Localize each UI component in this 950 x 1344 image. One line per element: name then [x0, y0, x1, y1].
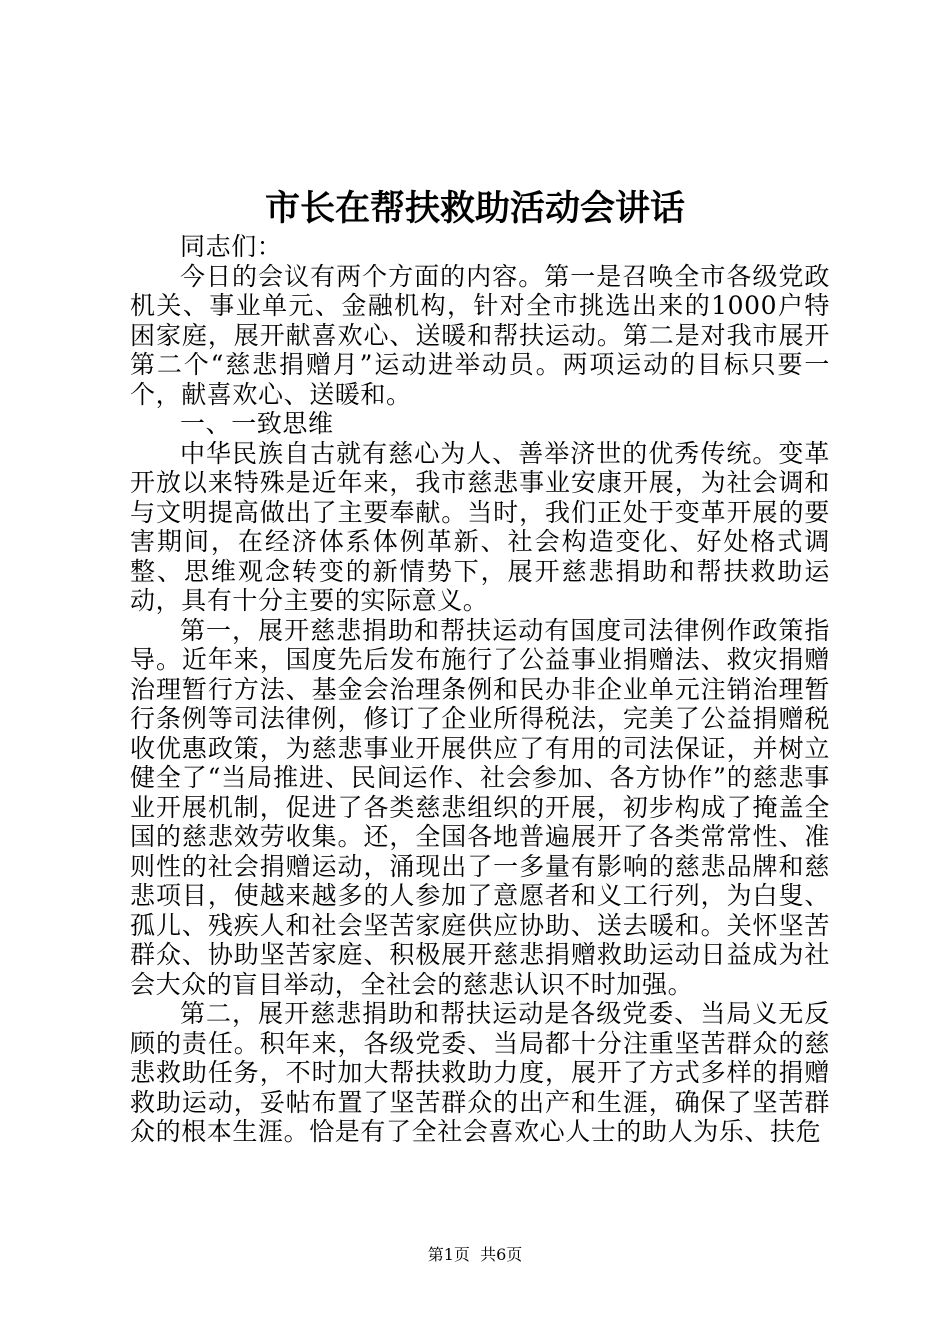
document-body	[130, 232, 830, 1147]
paragraph-point-1: 第一，展开慈悲捐助和帮扶运动有国度司法律例作政策指导。近年来，国度先后发布施行了公益事业捐赠法、救灾捐赠治理暂行方法、基金会治理条例和民办非企业单元注销治理暂行条例等司法律例，修订了企业所得税法，完美了公益捐赠税收优惠政策，为慈悲事业开展供应了有用的司法保证，并树立健全了“当局推进、民间运作、社会参加、各方协作”的慈悲事业开展机制，促进了各类慈悲组织的开展，初步构成了掩盖全国的慈悲效劳收集。还，全国各地普遍展开了各类常常性、准则性的社会捐赠运动，涌现出了一多量有影响的慈悲品牌和慈悲项目，使越来越多的人参加了意愿者和义工行列，为白叟、孤儿、残疾人和社会坚苦家庭供应协助、送去暖和。关怀坚苦群众、协助坚苦家庭、积极展开慈悲捐赠救助运动日益成为社会大众的盲目举动，全社会的慈悲认识不时加强。	[130, 615, 830, 999]
paragraph-salutation: 同志们：	[180, 232, 283, 261]
paragraph-point-2: 第二，展开慈悲捐助和帮扶运动是各级党委、当局义无反顾的责任。积年来，各级党委、当局都十分注重坚苦群众的慈悲救助任务，不时加大帮扶救助力度，展开了方式多样的捐赠救助运动，妥帖布置了坚苦群众的出产和生涯，确保了坚苦群众的根本生涯。恰是有了全社会喜欢心人士的助人为乐、扶危	[130, 999, 830, 1146]
page-total: 共6页	[480, 1245, 523, 1264]
page-title: 市长在帮扶救助活动会讲话	[264, 188, 685, 229]
page-number: 第1页	[427, 1245, 470, 1264]
paragraph-intro: 今日的会议有两个方面的内容。第一是召唤全市各级党政机关、事业单元、金融机构，针对全市挑选出来的1000户特困家庭，展开献喜欢心、送暖和帮扶运动。第二是对我市展开第二个“慈悲捐赠月”运动进举动员。两项运动的目标只要一个，献喜欢心、送暖和。	[130, 261, 830, 409]
paragraph-background: 中华民族自古就有慈心为人、善举济世的优秀传统。变革开放以来特殊是近年来，我市慈悲事业安康开展，为社会调和与文明提高做出了主要奉献。当时，我们正处于变革开展的要害期间，在经济体系体例革新、社会构造变化、好处格式调整、思维观念转变的新情势下，展开慈悲捐助和帮扶救助运动，具有十分主要的实际意义。	[130, 438, 830, 615]
section-heading-1: 一、一致思维	[180, 409, 334, 438]
page-footer	[0, 1244, 950, 1266]
